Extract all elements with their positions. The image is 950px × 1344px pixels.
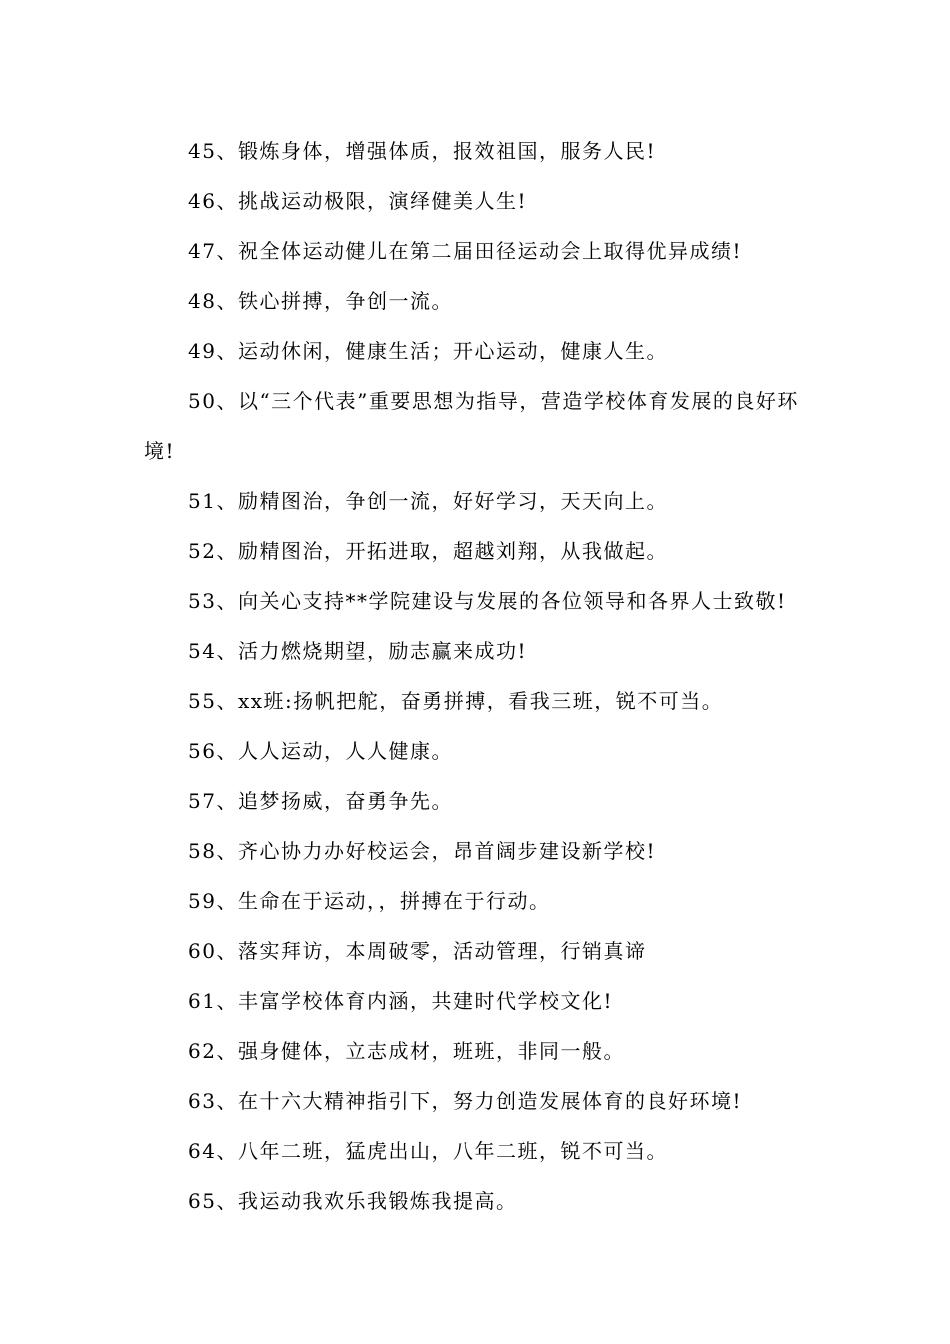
list-item: 58、齐心协力办好校运会，昂首阔步建设新学校! xyxy=(188,839,656,863)
list-item: 65、我运动我欢乐我锻炼我提高。 xyxy=(188,1189,518,1213)
list-item: 53、向关心支持**学院建设与发展的各位领导和各界人士致敬! xyxy=(188,589,787,613)
list-item: 48、铁心拼搏，争创一流。 xyxy=(188,289,453,313)
list-item: 52、励精图治，开拓进取，超越刘翔，从我做起。 xyxy=(188,539,668,563)
list-item: 49、运动休闲，健康生活；开心运动，健康人生。 xyxy=(188,339,668,363)
list-item: 61、丰富学校体育内涵，共建时代学校文化! xyxy=(188,989,613,1013)
list-item: 63、在十六大精神指引下，努力创造发展体育的良好环境! xyxy=(188,1089,742,1113)
list-item: 57、追梦扬威，奋勇争先。 xyxy=(188,789,453,813)
list-item: 55、xx班:扬帆把舵，奋勇拼搏，看我三班，锐不可当。 xyxy=(188,689,724,713)
list-item: 46、挑战运动极限，演绎健美人生! xyxy=(188,189,527,213)
list-item: 45、锻炼身体，增强体质，报效祖国，服务人民! xyxy=(188,139,656,163)
slogan-list xyxy=(144,126,809,1226)
list-item: 51、励精图治，争创一流，好好学习，天天向上。 xyxy=(188,489,668,513)
list-item: 50、以“三个代表”重要思想为指导，营造学校体育发展的良好环境! xyxy=(144,389,799,463)
list-item: 59、生命在于运动，，拼搏在于行动。 xyxy=(188,889,551,913)
list-item: 64、八年二班，猛虎出山，八年二班，锐不可当。 xyxy=(188,1139,668,1163)
list-item: 62、强身健体，立志成材，班班，非同一般。 xyxy=(188,1039,625,1063)
list-item: 54、活力燃烧期望，励志赢来成功! xyxy=(188,639,527,663)
list-item: 47、祝全体运动健儿在第二届田径运动会上取得优异成绩! xyxy=(188,239,742,263)
list-item: 60、落实拜访，本周破零，活动管理，行销真谛 xyxy=(188,939,647,963)
list-item: 56、人人运动，人人健康。 xyxy=(188,739,453,763)
